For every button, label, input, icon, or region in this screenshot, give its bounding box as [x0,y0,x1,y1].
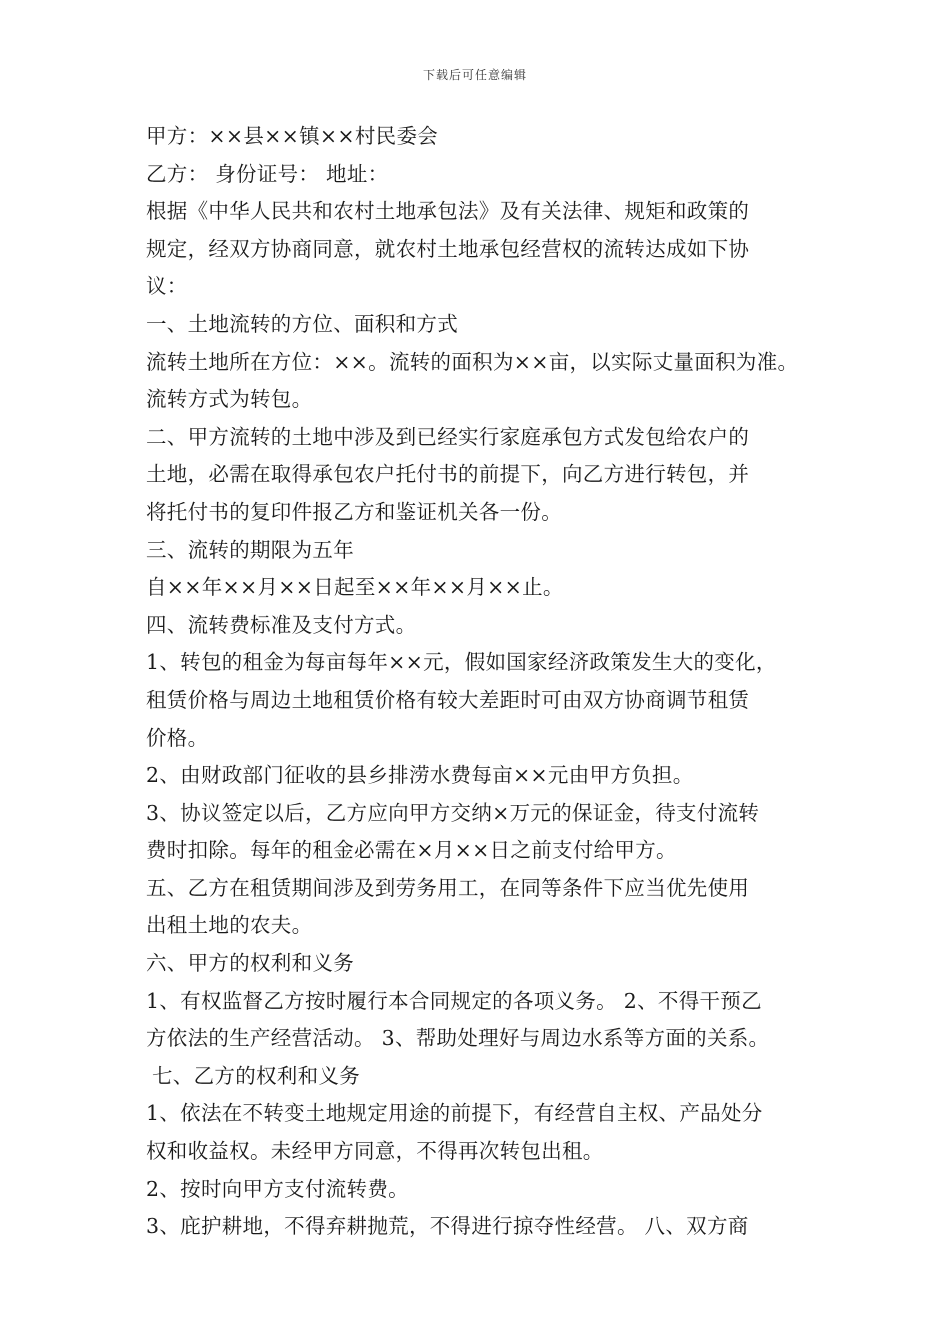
paragraph-line: 自××年××月××日起至××年××月××止。 [146,575,564,600]
party-a-line: 甲方：××县××镇××村民委会 [146,124,439,148]
clause-line: 3、庇护耕地，不得弃耕抛荒，不得进行掠夺性经营。 八、双方商 [146,1214,749,1239]
clause-line: 方依法的生产经营活动。 3、帮助处理好与周边水系等方面的关系。 [146,1026,770,1051]
clause-line: 2、由财政部门征收的县乡排涝水费每亩××元由甲方负担。 [146,763,694,788]
preamble-line: 议： [146,274,188,299]
section-heading-4: 四、流转费标准及支付方式。 [146,612,417,637]
section-heading-5: 五、乙方在租赁期间涉及到劳务用工，在同等条件下应当优先使用 [146,875,750,900]
contract-body [146,118,818,1246]
clause-line: 2、按时向甲方支付流转费。 [146,1176,409,1201]
paragraph-line: 流转方式为转包。 [146,387,313,412]
paragraph-line: 将托付书的复印件报乙方和鉴证机关各一份。 [146,499,562,524]
paragraph-line: 土地，必需在取得承包农户托付书的前提下，向乙方进行转包，并 [146,462,750,487]
header-note: 下载后可任意编辑 [422,68,527,82]
clause-line: 1、依法在不转变土地规定用途的前提下，有经营自主权、产品处分 [146,1101,763,1126]
clause-line: 1、有权监督乙方按时履行本合同规定的各项义务。 2、不得干预乙 [146,988,762,1013]
clause-line: 1、转包的租金为每亩每年××元，假如国家经济政策发生大的变化， [146,650,777,675]
clause-line: 权和收益权。未经甲方同意，不得再次转包出租。 [146,1139,604,1164]
clause-line: 租赁价格与周边土地租赁价格有较大差距时可由双方协商调节租赁 [146,687,750,712]
paragraph-line: 流转土地所在方位：××。流转的面积为××亩，以实际丈量面积为准。 [146,349,799,374]
clause-line: 价格。 [146,725,209,750]
preamble-line: 根据《中华人民共和农村土地承包法》及有关法律、规矩和政策的 [146,199,750,224]
party-b-line: 乙方： 身份证号： 地址： [146,161,389,186]
clause-line: 3、协议签定以后，乙方应向甲方交纳×万元的保证金，待支付流转 [146,800,760,825]
section-heading-7: 七、乙方的权利和义务 [152,1063,360,1088]
preamble-line: 规定，经双方协商同意，就农村土地承包经营权的流转达成如下协 [146,236,750,261]
paragraph-line: 出租土地的农夫。 [146,913,313,938]
clause-line: 费时扣除。每年的租金必需在×月××日之前支付给甲方。 [146,838,677,863]
section-heading-3: 三、流转的期限为五年 [146,537,354,562]
section-heading-6: 六、甲方的权利和义务 [146,951,354,976]
section-heading-2: 二、甲方流转的土地中涉及到已经实行家庭承包方式发包给农户的 [146,424,750,449]
section-heading-1: 一、土地流转的方位、面积和方式 [146,311,458,336]
